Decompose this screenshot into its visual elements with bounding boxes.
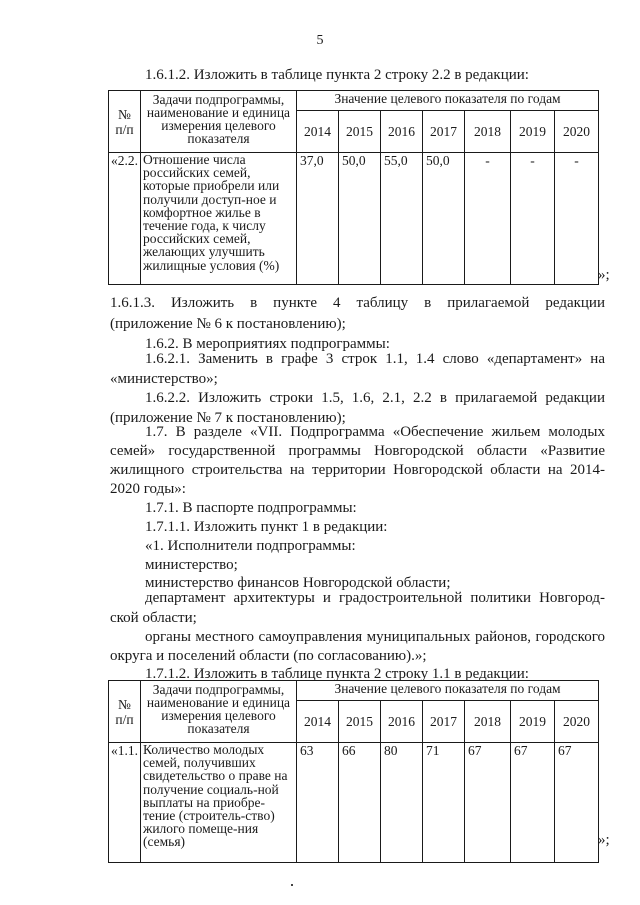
row-number: «2.2. bbox=[109, 153, 141, 285]
value-cell: 67 bbox=[555, 743, 599, 863]
value-cell: 55,0 bbox=[381, 153, 423, 285]
year-header: 2015 bbox=[339, 701, 381, 743]
value-cell: 67 bbox=[465, 743, 511, 863]
year-header: 2018 bbox=[465, 701, 511, 743]
executor-ministry: министерство; bbox=[145, 557, 238, 573]
item-1-7-1-2: 1.7.1.2. Изложить в таблице пункта 2 строку 1.1 в редакции: bbox=[145, 666, 529, 682]
item-1-7-line2: семей» государственной программы Новгородской области «Развитие bbox=[110, 443, 605, 459]
year-header: 2016 bbox=[381, 111, 423, 153]
value-cell: 37,0 bbox=[297, 153, 339, 285]
value-cell: 67 bbox=[511, 743, 555, 863]
header-task: Задачи подпрограммы, наименование и единица измерения целевого показателя bbox=[141, 681, 297, 743]
year-header: 2020 bbox=[555, 701, 599, 743]
scan-speck bbox=[291, 884, 293, 886]
item-1-7-line1: 1.7. В разделе «VII. Подпрограмма «Обеспечение жильем молодых bbox=[145, 424, 605, 440]
value-cell: 50,0 bbox=[423, 153, 465, 285]
table-row bbox=[109, 743, 599, 863]
table2-closing-quote: »; bbox=[598, 832, 610, 848]
indicator-table-2-2 bbox=[108, 90, 599, 285]
year-header: 2015 bbox=[339, 111, 381, 153]
year-header: 2019 bbox=[511, 701, 555, 743]
item-1-7-line3: жилищного строительства на территории Новгородской области на 2014- bbox=[110, 462, 605, 478]
year-header: 2014 bbox=[297, 701, 339, 743]
row-number: «1.1. bbox=[109, 743, 141, 863]
row-task: Отношение числа российских семей, которые приобрели или получили доступ-ное и комфортное жилье в течение года, к числу российских семей, желающих улучшить жилищные условия (%) bbox=[141, 153, 297, 285]
executors-heading: «1. Исполнители подпрограммы: bbox=[145, 538, 356, 554]
header-years-span: Значение целевого показателя по годам bbox=[297, 681, 599, 701]
executor-architecture-dept: департамент архитектуры и градостроительной политики Новгород- bbox=[145, 590, 605, 606]
page-number: 5 bbox=[316, 33, 324, 48]
year-header: 2018 bbox=[465, 111, 511, 153]
item-1-7-1-1: 1.7.1.1. Изложить пункт 1 в редакции: bbox=[145, 519, 388, 535]
value-cell: - bbox=[465, 153, 511, 285]
year-header: 2017 bbox=[423, 111, 465, 153]
value-cell: 66 bbox=[339, 743, 381, 863]
item-1-6-2-1-cont: «министерство»; bbox=[110, 371, 218, 387]
table-row bbox=[109, 153, 599, 285]
item-1-7-1: 1.7.1. В паспорте подпрограммы: bbox=[145, 500, 357, 516]
executor-architecture-dept-cont: ской области; bbox=[110, 610, 197, 626]
item-1-6-2: 1.6.2. В мероприятиях подпрограммы: bbox=[145, 336, 390, 352]
value-cell: 50,0 bbox=[339, 153, 381, 285]
year-header: 2019 bbox=[511, 111, 555, 153]
executor-local-authorities: органы местного самоуправления муниципальных районов, городского bbox=[145, 629, 605, 645]
item-1-6-2-2: 1.6.2.2. Изложить строки 1.5, 1.6, 2.1, 2.2 в прилагаемой редакции bbox=[145, 390, 605, 406]
item-1-7-line4: 2020 годы»: bbox=[110, 481, 186, 497]
table1-closing-quote: »; bbox=[598, 267, 610, 283]
row-task: Количество молодых семей, получивших свидетельство о праве на получение социаль-ной выплаты на приобре-тение (строитель-ство) жилого помеще-ния (семья) bbox=[141, 743, 297, 863]
header-num: № п/п bbox=[109, 91, 141, 153]
value-cell: 71 bbox=[423, 743, 465, 863]
value-cell: 63 bbox=[297, 743, 339, 863]
header-years-span: Значение целевого показателя по годам bbox=[297, 91, 599, 111]
year-header: 2014 bbox=[297, 111, 339, 153]
year-header: 2020 bbox=[555, 111, 599, 153]
executor-local-authorities-cont: округа и поселений области (по согласованию).»; bbox=[110, 648, 427, 664]
header-task: Задачи подпрограммы, наименование и единица измерения целевого показателя bbox=[141, 91, 297, 153]
item-1-6-1-3-cont: (приложение № 6 к постановлению); bbox=[110, 316, 346, 332]
value-cell: - bbox=[555, 153, 599, 285]
item-1-6-2-1: 1.6.2.1. Заменить в графе 3 строк 1.1, 1.4 слово «департамент» на bbox=[145, 351, 605, 367]
value-cell: 80 bbox=[381, 743, 423, 863]
indicator-table-1-1 bbox=[108, 680, 599, 863]
item-1-6-1-3: 1.6.1.3. Изложить в пункте 4 таблицу в прилагаемой редакции bbox=[110, 295, 605, 311]
value-cell: - bbox=[511, 153, 555, 285]
header-num: № п/п bbox=[109, 681, 141, 743]
executor-finance-ministry: министерство финансов Новгородской области; bbox=[145, 575, 451, 591]
item-1-6-2-2-cont: (приложение № 7 к постановлению); bbox=[110, 410, 346, 426]
year-header: 2017 bbox=[423, 701, 465, 743]
item-1-6-1-2: 1.6.1.2. Изложить в таблице пункта 2 строку 2.2 в редакции: bbox=[145, 67, 529, 83]
year-header: 2016 bbox=[381, 701, 423, 743]
